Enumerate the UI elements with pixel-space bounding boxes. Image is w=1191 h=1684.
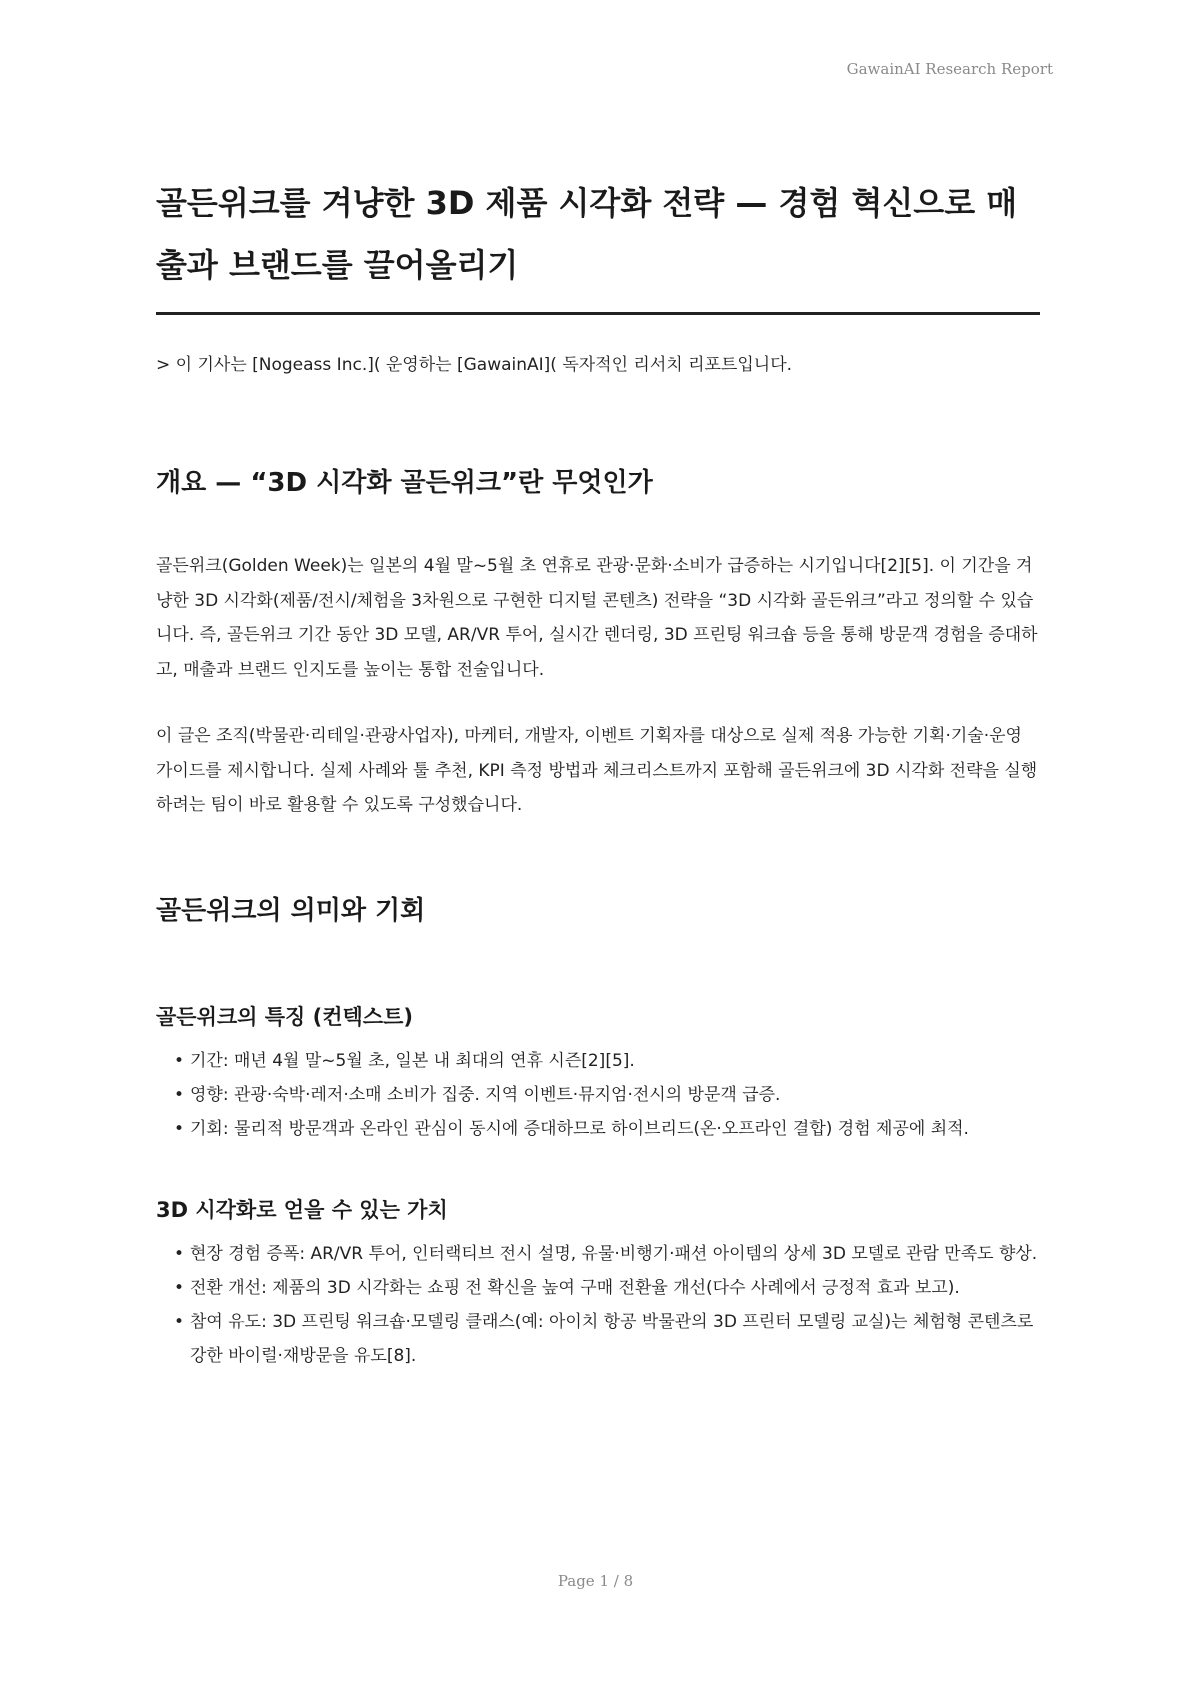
bullet: • bbox=[174, 1118, 185, 1139]
subsection-heading-value: 3D 시각화로 얻을 수 있는 가치 bbox=[156, 1197, 448, 1222]
list-item bbox=[156, 1305, 1040, 1373]
overview-paragraph-2: 이 글은 조직(박물관·리테일·관광사업자), 마케터, 개발자, 이벤트 기획자를 대상으로 실제 적용 가능한 기획·기술·운영 가이드를 제시합니다. 실제 사례와 툴 추천, KPI 측정 방법과 체크리스트까지 포함해 골든위크에 3D 시각화 전략을 실행하려는 팀이 바로 활용할 수 있도록 구성했습니다. bbox=[156, 726, 1038, 815]
page-number: Page 1 / 8 bbox=[557, 1572, 634, 1590]
list-item bbox=[156, 1112, 1040, 1146]
value-list bbox=[156, 1237, 1040, 1373]
list-item-text: 현장 경험 증폭: AR/VR 투어, 인터랙티브 전시 설명, 유물·비행기·패션 아이템의 상세 3D 모델로 관람 만족도 향상. bbox=[190, 1243, 1038, 1264]
bullet: • bbox=[174, 1084, 185, 1105]
section-heading-meaning: 골든위크의 의미와 기회 bbox=[156, 895, 426, 926]
list-item-text: 전환 개선: 제품의 3D 시각화는 쇼핑 전 확신을 높여 구매 전환율 개선(다수 사례에서 긍정적 효과 보고). bbox=[190, 1277, 960, 1298]
list-item bbox=[156, 1271, 1040, 1305]
overview-paragraph-1: 골든위크(Golden Week)는 일본의 4월 말~5월 초 연휴로 관광·문화·소비가 급증하는 시기입니다[2][5]. 이 기간을 겨냥한 3D 시각화(제품/전시/체험을 3차원으로 구현한 디지털 콘텐츠) 전략을 “3D 시각화 골든위크”라고 정의할 수 있습니다. 즉, 골든위크 기간 동안 3D 모델, AR/VR 투어, 실시간 렌더링, 3D 프린팅 워크숍 등을 통해 방문객 경험을 증대하고, 매출과 브랜드 인지도를 높이는 통합 전술입니다. bbox=[156, 556, 1038, 680]
running-header: GawainAI Research Report bbox=[846, 60, 1053, 78]
article-title: 골든위크를 겨냥한 3D 제품 시각화 전략 — 경험 혁신으로 매출과 브랜드를 끌어올리기 bbox=[156, 172, 1040, 315]
bullet: • bbox=[174, 1243, 185, 1264]
bullet: • bbox=[174, 1050, 185, 1071]
list-item bbox=[156, 1237, 1040, 1271]
list-item-text: 기회: 물리적 방문객과 온라인 관심이 동시에 증대하므로 하이브리드(온·오프라인 결합) 경험 제공에 최적. bbox=[190, 1118, 969, 1139]
bullet: • bbox=[174, 1277, 185, 1298]
subsection-heading-features: 골든위크의 특징 (컨텍스트) bbox=[156, 1004, 413, 1029]
intro-note: > 이 기사는 [Nogeass Inc.]( 운영하는 [GawainAI]( 독자적인 리서치 리포트입니다. bbox=[156, 355, 793, 375]
list-item-text: 기간: 매년 4월 말~5월 초, 일본 내 최대의 연휴 시즌[2][5]. bbox=[190, 1050, 635, 1071]
article-body bbox=[156, 172, 1040, 1373]
bullet: • bbox=[174, 1311, 185, 1332]
list-item-text: 참여 유도: 3D 프린팅 워크숍·모델링 클래스(예: 아이치 항공 박물관의 3D 프린터 모델링 교실)는 체험형 콘텐츠로 강한 바이럴·재방문을 유도[8]. bbox=[190, 1311, 1034, 1366]
list-item bbox=[156, 1078, 1040, 1112]
section-heading-overview: 개요 — “3D 시각화 골든위크”란 무엇인가 bbox=[156, 468, 653, 498]
list-item-text: 영향: 관광·숙박·레저·소매 소비가 집중. 지역 이벤트·뮤지엄·전시의 방문객 급증. bbox=[190, 1084, 781, 1105]
features-list bbox=[156, 1044, 1040, 1146]
list-item bbox=[156, 1044, 1040, 1078]
